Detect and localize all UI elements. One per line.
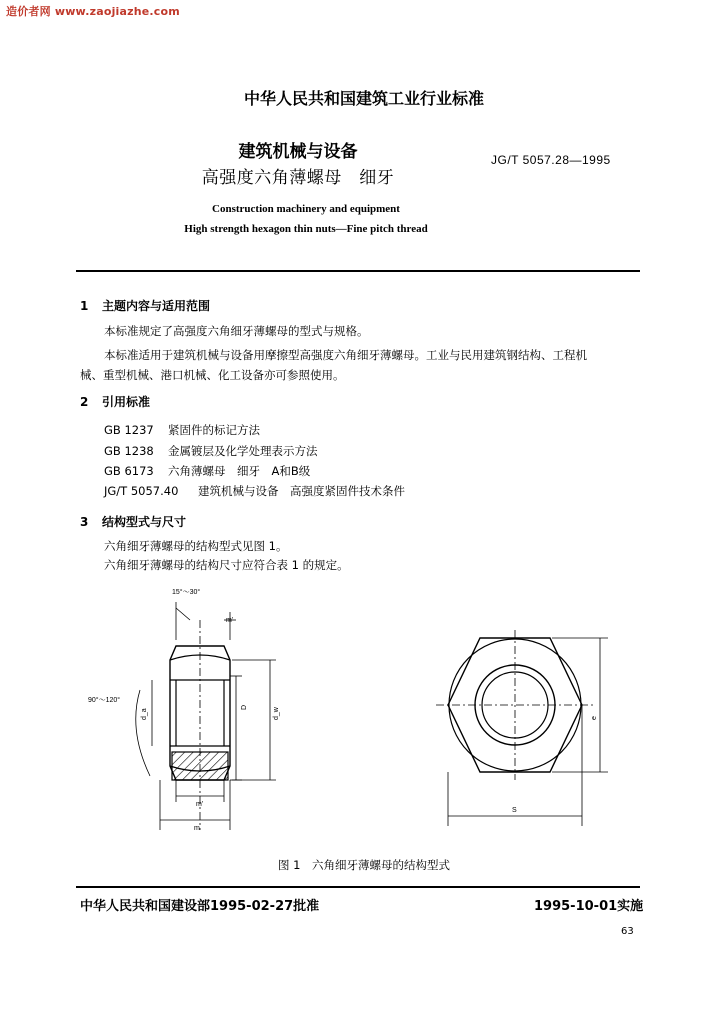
paragraph: 本标准适用于建筑机械与设备用摩擦型高强度六角细牙薄螺母。工业与民用建筑钢结构、工程机 (104, 348, 587, 362)
section-2-heading (80, 393, 150, 410)
paragraph: 本标准规定了高强度六角细牙薄螺母的型式与规格。 (104, 324, 369, 338)
watermark: 造价者网 www.zaojiazhe.com (6, 5, 180, 18)
da-label: d_a (141, 708, 148, 720)
m-label: m (194, 825, 200, 832)
section-number: 1 (80, 299, 89, 313)
section-number: 3 (80, 515, 89, 529)
angle-left-label: 90°～120° (88, 697, 121, 704)
effective-date: 1995-10-01实施 (534, 899, 644, 914)
english-title-2: High strength hexagon thin nuts—Fine pitch thread (184, 223, 428, 235)
reference-item (104, 463, 310, 479)
section-title: 结构型式与尺寸 (102, 515, 187, 529)
title-line-1: 建筑机械与设备 (238, 142, 358, 162)
standard-number: JG/T 5057.28—1995 (491, 153, 611, 167)
page-number: 63 (621, 926, 634, 937)
figure-1-drawing (0, 580, 728, 850)
top-view (436, 630, 608, 826)
approval-line: 中华人民共和国建设部1995-02-27批准 (80, 899, 320, 914)
issuing-organization: 中华人民共和国建筑工业行业标准 (243, 89, 484, 108)
paragraph: 六角细牙薄螺母的结构型式见图 1。 (104, 539, 288, 553)
figure-caption: 图 1 六角细牙薄螺母的结构型式 (278, 858, 450, 872)
reference-item (104, 483, 405, 499)
reference-code: GB 6173 (104, 464, 154, 478)
title-line-2: 高强度六角薄螺母 细牙 (201, 168, 395, 188)
s-label: S (512, 807, 517, 814)
reference-name: 建筑机械与设备 高强度紧固件技术条件 (198, 484, 405, 498)
reference-code: GB 1238 (104, 444, 154, 458)
section-title: 引用标准 (102, 395, 151, 409)
paragraph: 械、重型机械、港口机械、化工设备亦可参照使用。 (80, 368, 345, 382)
section-3-heading (80, 513, 186, 530)
section-title: 主题内容与适用范围 (102, 299, 211, 313)
reference-name: 六角薄螺母 细牙 A和B级 (168, 464, 311, 478)
e-label: e (591, 716, 598, 720)
reference-item (104, 443, 318, 459)
reference-code: JG/T 5057.40 (104, 484, 179, 498)
dw-label: d_w (273, 707, 280, 720)
section-number: 2 (80, 395, 89, 409)
D-label: D (241, 704, 248, 710)
m-prime-bottom-label: m' (196, 801, 204, 808)
m-prime-top-label: m' (226, 617, 234, 624)
reference-code: GB 1237 (104, 423, 154, 437)
angle-top-label: 15°～30° (172, 589, 201, 596)
section-1-heading (80, 297, 210, 314)
footer-rule (76, 886, 640, 888)
reference-name: 紧固件的标记方法 (168, 423, 260, 437)
paragraph: 六角细牙薄螺母的结构尺寸应符合表 1 的规定。 (104, 558, 349, 572)
side-view (136, 602, 276, 830)
header-rule (76, 270, 640, 272)
english-title-1: Construction machinery and equipment (212, 203, 400, 215)
reference-name: 金属镀层及化学处理表示方法 (168, 444, 318, 458)
reference-item (104, 422, 260, 438)
